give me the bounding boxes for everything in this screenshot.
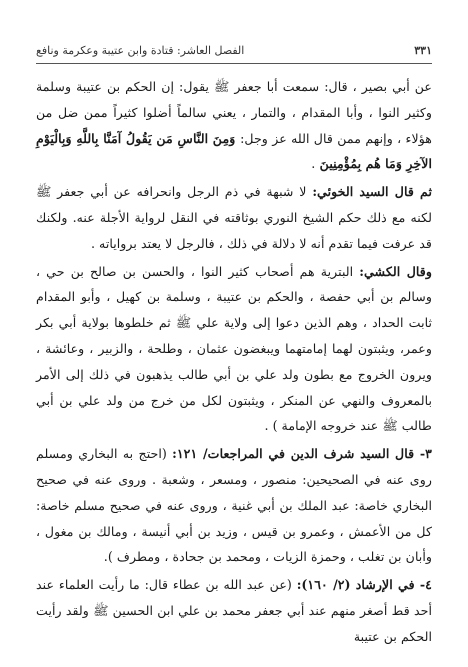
- paragraph-5-lead: ٤- في الإرشاد (٢/ ١٦٠):: [296, 577, 432, 593]
- paragraph-5: [36, 572, 432, 649]
- quran-verse: وَمِنَ النَّاسِ مَن يَقُولُ آمَنَّا بِاللَّهِ وَبِالْيَوْمِ الآخِرِ وَمَا هُم بِمُؤْمِنِينَ: [36, 130, 432, 172]
- paragraph-4-text: (احتج به البخاري ومسلم روى عنه في الصحيحين: منصور ، ومسعر ، وشعبة . وروى عنه في صحيح البخاري خاصة: عبد الملك بن أبي غنية ، وروى عنه في صحيح مسلم خاصة: كل من الأعمش ، وعمرو بن قيس ، وزيد بن أبي أنيسة ، ومالك بن مغول ، وأبان بن تغلب ، وحمزة الزيات ، ومحمد بن جحادة ، ومطرف ).: [36, 446, 432, 565]
- running-header: [36, 40, 432, 60]
- paragraph-2-text: لا شبهة في ذم الرجل وانحرافه عن أبي جعفر ﷺ لكنه مع ذلك حكم الشيخ النوري بوثاقته في النقل لرواية الأجلة عنه. ولكنك قد عرفت فيما تقدم أنه لا دلالة في ذلك ، فالرجل لا يعتد برواياته .: [36, 184, 432, 251]
- paragraph-3-lead: وقال الكشي:: [359, 263, 432, 279]
- chapter-title: الفصل العاشر: قتادة وابن عتيبة وعكرمة ونافع: [36, 43, 245, 57]
- body-text: [36, 74, 432, 650]
- header-rule: [36, 63, 432, 64]
- paragraph-2: [36, 179, 432, 256]
- page-number: ٣٣١: [414, 43, 432, 57]
- paragraph-1-text: عن أبي بصير ، قال: سمعت أبا جعفر ﷺ يقول: إن الحكم بن عتيبة وسلمة وكثير النوا ، وأبا المقدام ، والتمار ، يعني سالماً أضلوا كثيراً ممن ضل من هؤلاء ، وإنهم ممن قال الله عز وجل:: [36, 79, 432, 146]
- paragraph-3: [36, 259, 432, 440]
- paragraph-4: [36, 441, 432, 570]
- paragraph-2-lead: ثم قال السيد الخوئي:: [312, 184, 433, 200]
- paragraph-1: [36, 74, 432, 177]
- paragraph-5-text: (عن عبد الله بن عطاء قال: ما رأيت العلماء عند أحد قط أصغر منهم عند أبي جعفر محمد بن علي ابن الحسين ﷺ ولقد رأيت الحكم بن عتيبة: [36, 577, 432, 644]
- paragraph-4-lead: ٣- قال السيد شرف الدين في المراجعات/ ١٢١:: [172, 446, 432, 462]
- paragraph-3-text: البترية هم أصحاب كثير النوا ، والحسن بن صالح بن حي ، وسالم بن أبي حفصة ، والحكم بن عتيبة ، وسلمة بن كهيل ، وأبو المقدام ثابت الحداد ، وهم الذين دعوا إلى ولاية علي ﷺ ثم خلطوها بولاية أبي بكر وعمر، ويثبتون لهما إمامتهما ويبغضون عثمان ، وطلحة ، والزبير ، وعائشة ، ويرون الخروج مع بطون ولد علي بن أبي طالب يذهبون في ذلك إلى الأمر بالمعروف والنهي عن المنكر ، ويثبتون لكل من خرج من ولد علي بن أبي طالب ﷺ عند خروجه الإمامة ) .: [36, 263, 432, 434]
- paragraph-1-tail: .: [311, 156, 316, 172]
